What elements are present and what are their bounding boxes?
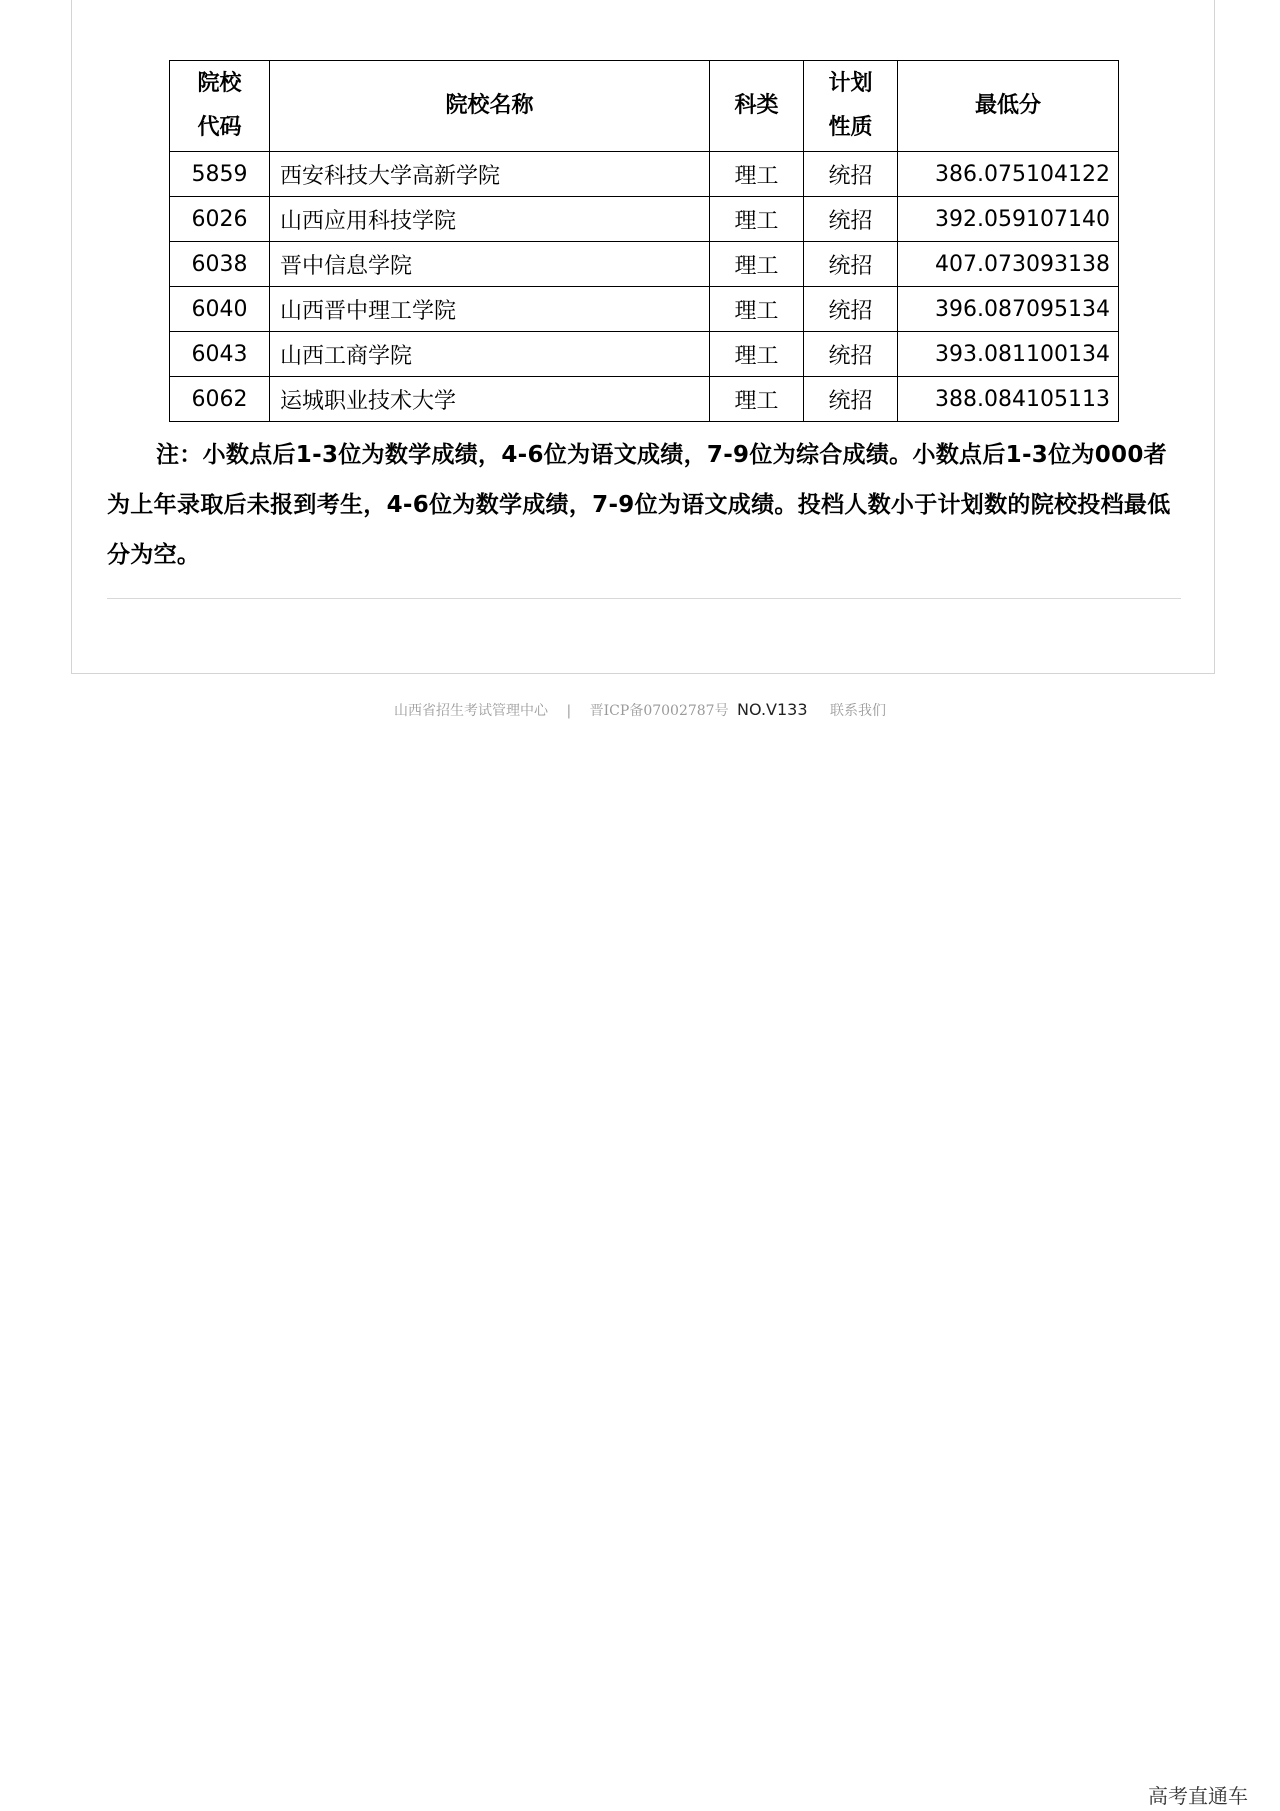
table-row: [170, 332, 1119, 377]
plan-type: 统招: [804, 152, 898, 197]
school-name: 西安科技大学高新学院: [270, 152, 710, 197]
content-panel: [71, 0, 1215, 674]
min-score: 393.081100134: [898, 332, 1119, 377]
plan-type: 统招: [804, 377, 898, 422]
school-code: 6062: [170, 377, 270, 422]
plan-type: 统招: [804, 287, 898, 332]
header-school-code: 院校 代码: [170, 61, 270, 152]
category: 理工: [710, 197, 804, 242]
admission-score-table: [169, 60, 1119, 422]
school-code: 5859: [170, 152, 270, 197]
school-code: 6038: [170, 242, 270, 287]
school-code: 6026: [170, 197, 270, 242]
min-score: 388.084105113: [898, 377, 1119, 422]
footer-icp-link[interactable]: 晋ICP备07002787号: [589, 703, 729, 719]
score-explanation-note: 注：小数点后1-3位为数学成绩，4-6位为语文成绩，7-9位为综合成绩。小数点后1-3位为000者为上年录取后未报到考生，4-6位为数学成绩，7-9位为语文成绩。投档人数小于计划数的院校投档最低分为空。: [107, 442, 1171, 568]
school-name: 山西应用科技学院: [270, 197, 710, 242]
table-row: [170, 197, 1119, 242]
category: 理工: [710, 332, 804, 377]
school-name: 山西晋中理工学院: [270, 287, 710, 332]
category: 理工: [710, 152, 804, 197]
plan-type: 统招: [804, 197, 898, 242]
plan-type: 统招: [804, 242, 898, 287]
table-row: [170, 152, 1119, 197]
footer-separator: |: [566, 703, 572, 719]
min-score: 396.087095134: [898, 287, 1119, 332]
divider: [107, 598, 1181, 599]
source-watermark: 高考直通车: [1148, 1784, 1248, 1808]
min-score: 407.073093138: [898, 242, 1119, 287]
footer-version: NO.V133: [737, 700, 808, 719]
table-header-row: [170, 61, 1119, 152]
min-score: 386.075104122: [898, 152, 1119, 197]
table-row: [170, 242, 1119, 287]
header-min-score: 最低分: [898, 61, 1119, 152]
school-code: 6043: [170, 332, 270, 377]
category: 理工: [710, 377, 804, 422]
table-row: [170, 287, 1119, 332]
category: 理工: [710, 287, 804, 332]
school-name: 山西工商学院: [270, 332, 710, 377]
header-school-name: 院校名称: [270, 61, 710, 152]
school-code: 6040: [170, 287, 270, 332]
category: 理工: [710, 242, 804, 287]
min-score: 392.059107140: [898, 197, 1119, 242]
footer-contact-link[interactable]: 联系我们: [829, 703, 886, 719]
school-name: 运城职业技术大学: [270, 377, 710, 422]
school-name: 晋中信息学院: [270, 242, 710, 287]
header-plan-type: 计划 性质: [804, 61, 898, 152]
footer-org-link[interactable]: 山西省招生考试管理中心: [394, 703, 549, 719]
table-row: [170, 377, 1119, 422]
header-category: 科类: [710, 61, 804, 152]
plan-type: 统招: [804, 332, 898, 377]
site-footer: [0, 700, 1280, 720]
